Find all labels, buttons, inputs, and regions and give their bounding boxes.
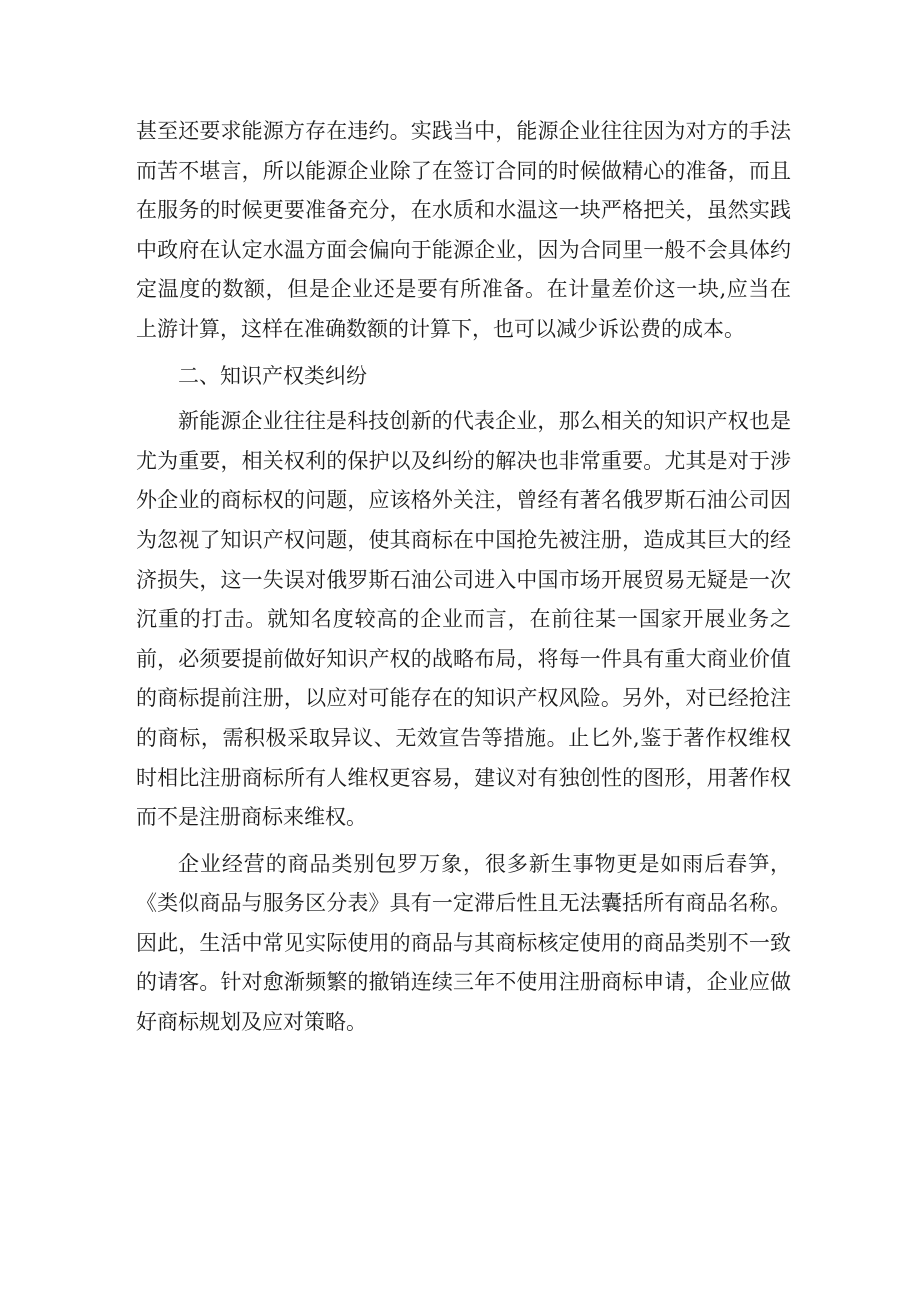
paragraph-ip-overview: 新能源企业往往是科技创新的代表企业，那么相关的知识产权也是尤为重要，相关权利的保护以及纠纷的解决也非常重要。尤其是对于涉外企业的商标权的问题，应该格外关注，曾经有著名俄罗斯石油公司因为忽视了知识产权问题，使其商标在中国抢先被注册，造成其巨大的经济损失，这一失误对俄罗斯石油公司进入中国市场开展贸易无疑是一次沉重的打击。就知名度较高的企业而言，在前往某一国家开展业务之前，必须要提前做好知识产权的战略布局，将每一件具有重大商业价值的商标提前注册，以应对可能存在的知识产权风险。另外，对已经抢注的商标，需积极采取异议、无效宣告等措施。止匕外,鉴于著作权维权时相比注册商标所有人维权更容易，建议对有独创性的图形，用著作权而不是注册商标来维权。 [136, 409, 791, 830]
document-body [136, 112, 791, 1050]
section-heading: 二、知识产权类纠纷 [178, 363, 367, 388]
paragraph-continued: 甚至还要求能源方存在违约。实践当中，能源企业往往因为对方的手法而苦不堪言，所以能源企业除了在签订合同的时候做精心的准备，而且在服务的时候更要准备充分，在水质和水温这一块严格把关，虽然实践中政府在认定水温方面会偏向于能源企业，因为合同里一般不会具体约定温度的数额，但是企业还是要有所准备。在计量差价这一块,应当在上游计算，这样在准确数额的计算下，也可以减少诉讼费的成本。 [136, 119, 791, 341]
paragraph-goods-classification: 企业经营的商品类别包罗万象，很多新生事物更是如雨后春笋，《类似商品与服务区分表》具有一定滞后性且无法囊括所有商品名称。因此，生活中常见实际使用的商品与其商标核定使用的商品类别不一致的请客。针对愈渐频繁的撤销连续三年不使用注册商标申请，企业应做好商标规划及应对策略。 [136, 851, 791, 1035]
